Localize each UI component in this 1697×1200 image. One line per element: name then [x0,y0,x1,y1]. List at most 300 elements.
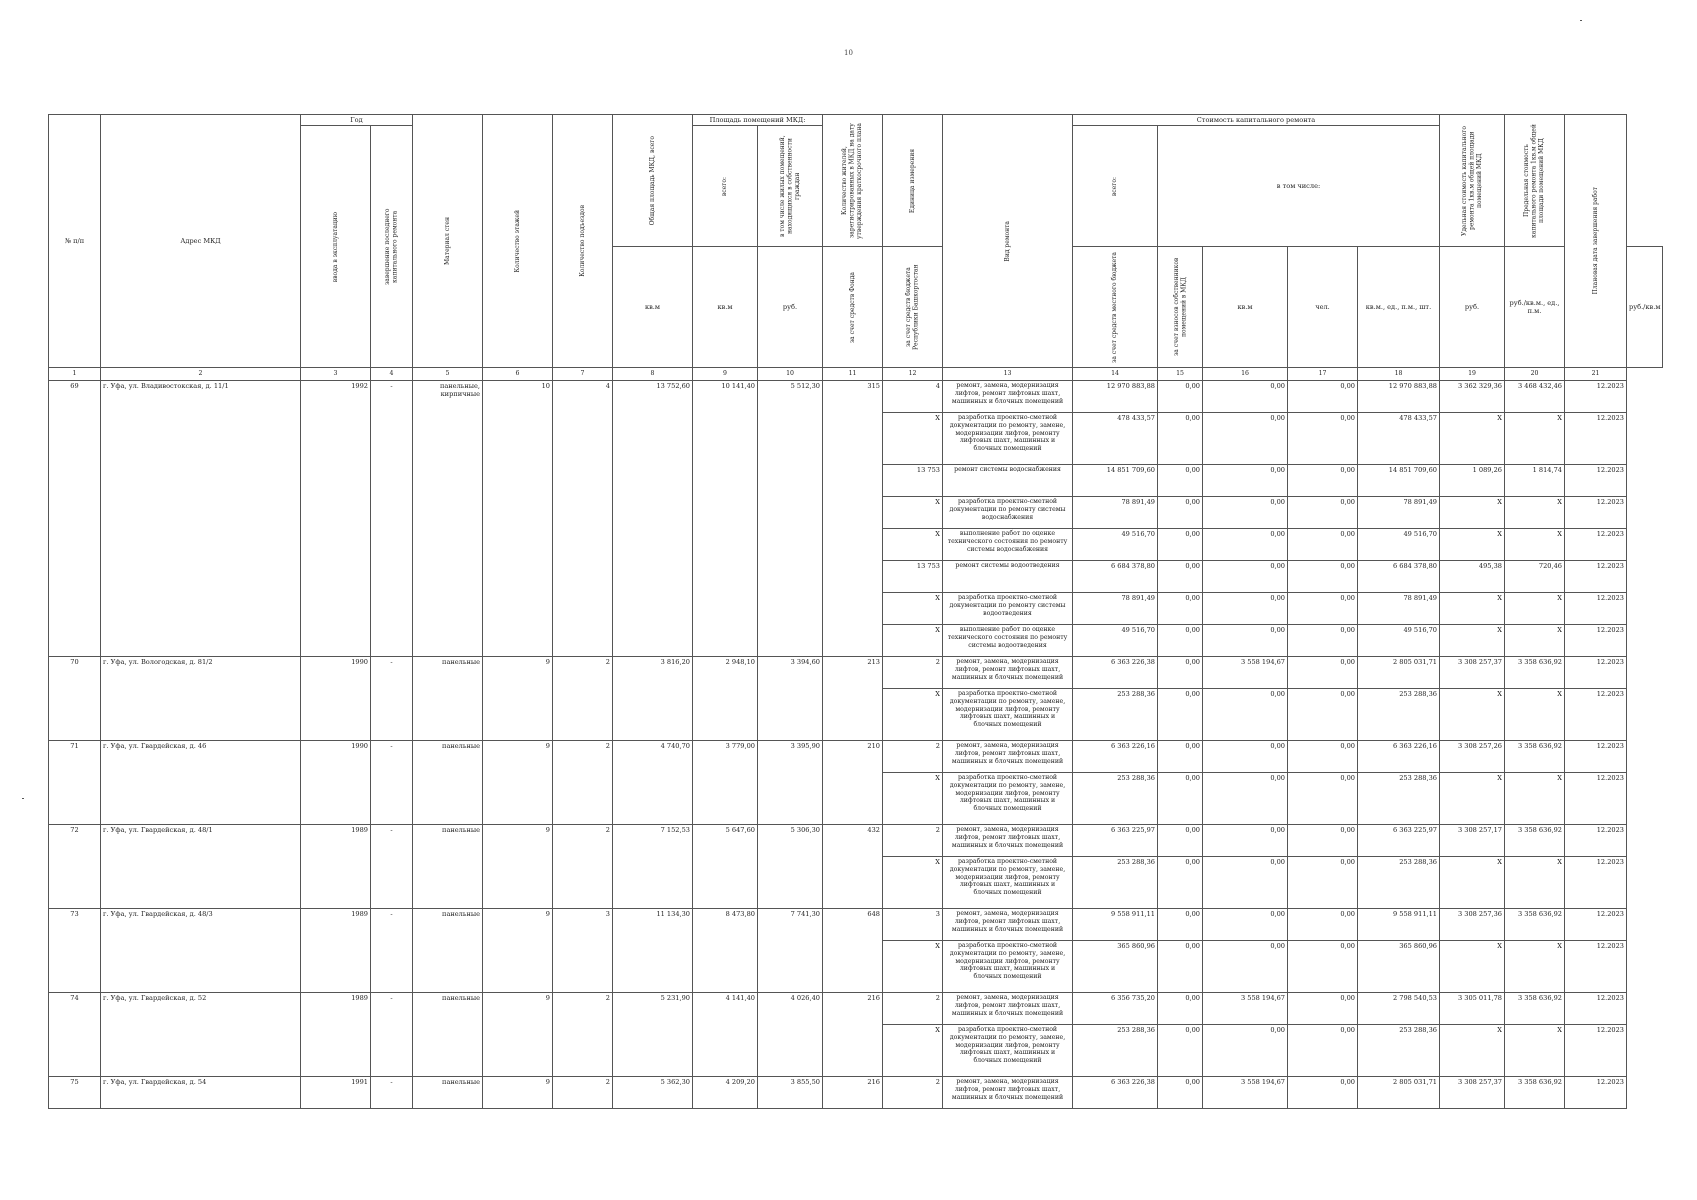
cost-local: 0,00 [1288,689,1358,741]
unit-cost: X [1440,529,1505,561]
cost-rb: 0,00 [1203,529,1288,561]
header-unit-cost: Удельная стоимость капитального ремонта 1кв.м общей площади помещений МКД [1440,115,1505,247]
cost-fund: 0,00 [1158,689,1203,741]
work-unit: 2 [883,657,943,689]
cost-rb: 0,00 [1203,497,1288,529]
cost-local: 0,00 [1288,993,1358,1025]
completion-date: 12.2023 [1565,561,1627,593]
area-owners: 5 306,30 [758,825,823,909]
work-unit: 3 [883,909,943,941]
wall-material: панельные, кирпичные [413,381,483,657]
completion-date: 12.2023 [1565,825,1627,857]
work-type: ремонт, замена, модернизация лифтов, ремонт лифтовых шахт, машинных и блочных помещений [943,657,1073,689]
house-number: 70 [49,657,101,741]
unit-cost: 1 089,26 [1440,465,1505,497]
column-number: 14 [1073,368,1158,381]
unit-cost: X [1440,941,1505,993]
work-type: разработка проектно-сметной документации по ремонту, замене, модернизации лифтов, ремонту лифтовых шахт, машинных и блочных помещений [943,1025,1073,1077]
work-unit: 13 753 [883,465,943,497]
cost-fund: 0,00 [1158,657,1203,689]
header-residents: Количество жителей, зарегистрированных в МКД на дату утверждения краткосрочного плана [823,115,883,247]
work-unit: X [883,413,943,465]
house-number: 69 [49,381,101,657]
year-last-repair: - [371,909,413,993]
cost-fund: 0,00 [1158,413,1203,465]
house-address: г. Уфа, ул. Гвардейская, д. 48/3 [101,909,301,993]
unit-cost: X [1440,625,1505,657]
work-unit: X [883,941,943,993]
max-cost: 3 358 636,92 [1505,1077,1565,1109]
column-number: 16 [1203,368,1288,381]
unit-cost: X [1440,497,1505,529]
cost-rb: 0,00 [1203,625,1288,657]
completion-date: 12.2023 [1565,857,1627,909]
entrance-count: 4 [553,381,613,657]
header-incl-group: в том числе: [1158,126,1440,247]
cost-fund: 0,00 [1158,1077,1203,1109]
cost-local: 0,00 [1288,593,1358,625]
header-unit-fund: руб. [1440,247,1505,368]
scan-mark [22,798,24,799]
house-address: г. Уфа, ул. Гвардейская, д. 52 [101,993,301,1077]
work-type: выполнение работ по оценке технического состояния по ремонту системы водоотведения [943,625,1073,657]
year-built: 1992 [301,381,371,657]
cost-total: 6 363 226,38 [1073,1077,1158,1109]
cost-rb: 3 558 194,67 [1203,657,1288,689]
resident-count: 648 [823,909,883,993]
cost-rb: 0,00 [1203,465,1288,497]
scan-mark [1580,20,1582,21]
cost-owners: 78 891,49 [1358,593,1440,625]
cost-rb: 0,00 [1203,561,1288,593]
cost-local: 0,00 [1288,657,1358,689]
cost-rb: 0,00 [1203,413,1288,465]
header-cost-group: Стоимость капитального ремонта [1073,115,1440,126]
year-built: 1989 [301,993,371,1077]
house-address: г. Уфа, ул. Гвардейская, д. 54 [101,1077,301,1109]
max-cost: X [1505,625,1565,657]
column-numbers-row [49,368,1663,381]
cost-fund: 0,00 [1158,1025,1203,1077]
completion-date: 12.2023 [1565,465,1627,497]
area-all: 8 473,80 [693,909,758,993]
entrance-count: 2 [553,741,613,825]
page-number: 10 [844,49,853,57]
unit-cost: X [1440,1025,1505,1077]
table-row [49,825,1663,857]
cost-rb: 0,00 [1203,941,1288,993]
entrance-count: 2 [553,1077,613,1109]
cost-owners: 78 891,49 [1358,497,1440,529]
cost-fund: 0,00 [1158,741,1203,773]
cost-owners: 9 558 911,11 [1358,909,1440,941]
unit-cost: 3 308 257,17 [1440,825,1505,857]
column-number: 10 [758,368,823,381]
cost-rb: 0,00 [1203,381,1288,413]
cost-local: 0,00 [1288,465,1358,497]
completion-date: 12.2023 [1565,741,1627,773]
column-number: 17 [1288,368,1358,381]
total-area: 11 134,30 [613,909,693,993]
year-built: 1991 [301,1077,371,1109]
cost-local: 0,00 [1288,625,1358,657]
area-owners: 3 394,60 [758,657,823,741]
header-unit-area-owners: кв.м [693,247,758,368]
header-area-all: всего: [693,126,758,247]
cost-fund: 0,00 [1158,993,1203,1025]
work-type: ремонт системы водоотведения [943,561,1073,593]
column-number: 13 [943,368,1073,381]
column-number: 21 [1565,368,1627,381]
unit-cost: 3 362 329,36 [1440,381,1505,413]
cost-total: 365 860,96 [1073,941,1158,993]
wall-material: панельные [413,993,483,1077]
cost-owners: 12 970 883,88 [1358,381,1440,413]
cost-owners: 49 516,70 [1358,529,1440,561]
table-row [49,993,1663,1025]
cost-local: 0,00 [1288,857,1358,909]
cost-total: 49 516,70 [1073,625,1158,657]
cost-local: 0,00 [1288,909,1358,941]
max-cost: X [1505,529,1565,561]
cost-fund: 0,00 [1158,593,1203,625]
cost-local: 0,00 [1288,381,1358,413]
floor-count: 9 [483,1077,553,1109]
wall-material: панельные [413,657,483,741]
cost-owners: 14 851 709,60 [1358,465,1440,497]
completion-date: 12.2023 [1565,413,1627,465]
table-row [49,741,1663,773]
resident-count: 315 [823,381,883,657]
column-number: 12 [883,368,943,381]
header-entrances: Количество подъездов [553,115,613,368]
unit-cost: 3 308 257,36 [1440,909,1505,941]
table-row [49,909,1663,941]
cost-local: 0,00 [1288,825,1358,857]
unit-cost: 495,38 [1440,561,1505,593]
max-cost: X [1505,773,1565,825]
max-cost: 3 358 636,92 [1505,909,1565,941]
cost-local: 0,00 [1288,1025,1358,1077]
cost-total: 9 558 911,11 [1073,909,1158,941]
cost-rb: 0,00 [1203,909,1288,941]
cost-total: 49 516,70 [1073,529,1158,561]
area-owners: 3 395,90 [758,741,823,825]
unit-cost: X [1440,773,1505,825]
cost-local: 0,00 [1288,497,1358,529]
max-cost: X [1505,1025,1565,1077]
work-type: разработка проектно-сметной документации по ремонту, замене, модернизации лифтов, ремонту лифтовых шахт, машинных и блочных помещений [943,857,1073,909]
cost-rb: 0,00 [1203,773,1288,825]
area-all: 10 141,40 [693,381,758,657]
cost-total: 14 851 709,60 [1073,465,1158,497]
work-type: разработка проектно-сметной документации по ремонту системы водоотведения [943,593,1073,625]
repair-plan-table [48,114,1663,1109]
max-cost: 3 358 636,92 [1505,993,1565,1025]
cost-total: 6 363 226,38 [1073,657,1158,689]
work-type: разработка проектно-сметной документации по ремонту, замене, модернизации лифтов, ремонту лифтовых шахт, машинных и блочных помещений [943,413,1073,465]
max-cost: X [1505,941,1565,993]
work-unit: 13 753 [883,561,943,593]
floor-count: 9 [483,993,553,1077]
cost-total: 78 891,49 [1073,497,1158,529]
year-last-repair: - [371,741,413,825]
year-last-repair: - [371,825,413,909]
area-all: 2 948,10 [693,657,758,741]
work-type: ремонт, замена, модернизация лифтов, ремонт лифтовых шахт, машинных и блочных помещений [943,909,1073,941]
house-number: 75 [49,1077,101,1109]
cost-owners: 6 684 378,80 [1358,561,1440,593]
header-cost-rb: за счет средств бюджета Республики Башкортостан [883,247,943,368]
year-built: 1989 [301,825,371,909]
unit-cost: 3 305 011,78 [1440,993,1505,1025]
year-built: 1989 [301,909,371,993]
cost-fund: 0,00 [1158,465,1203,497]
max-cost: X [1505,413,1565,465]
completion-date: 12.2023 [1565,625,1627,657]
cost-local: 0,00 [1288,741,1358,773]
header-unit-measure: кв.м., ед., п.м., шт. [1358,247,1440,368]
unit-cost: X [1440,689,1505,741]
cost-rb: 0,00 [1203,857,1288,909]
cost-owners: 365 860,96 [1358,941,1440,993]
work-unit: X [883,529,943,561]
work-unit: X [883,1025,943,1077]
work-unit: 2 [883,1077,943,1109]
max-cost: X [1505,689,1565,741]
house-number: 72 [49,825,101,909]
resident-count: 213 [823,657,883,741]
year-built: 1990 [301,741,371,825]
cost-total: 253 288,36 [1073,689,1158,741]
cost-owners: 2 798 540,53 [1358,993,1440,1025]
total-area: 7 152,53 [613,825,693,909]
cost-fund: 0,00 [1158,561,1203,593]
cost-fund: 0,00 [1158,529,1203,561]
work-unit: 2 [883,741,943,773]
unit-cost: X [1440,413,1505,465]
cost-total: 6 363 225,97 [1073,825,1158,857]
house-address: г. Уфа, ул. Вологодская, д. 81/2 [101,657,301,741]
completion-date: 12.2023 [1565,941,1627,993]
column-number: 2 [101,368,301,381]
area-all: 3 779,00 [693,741,758,825]
floor-count: 9 [483,741,553,825]
work-unit: 2 [883,993,943,1025]
header-max-cost: Предельная стоимость капитального ремонта 1кв.м общей площади помещений МКД [1505,115,1565,247]
max-cost: 3 358 636,92 [1505,741,1565,773]
header-no: № п/п [49,115,101,368]
cost-owners: 6 363 225,97 [1358,825,1440,857]
total-area: 5 231,90 [613,993,693,1077]
cost-total: 478 433,57 [1073,413,1158,465]
entrance-count: 2 [553,825,613,909]
area-owners: 4 026,40 [758,993,823,1077]
cost-fund: 0,00 [1158,381,1203,413]
cost-fund: 0,00 [1158,825,1203,857]
floor-count: 9 [483,909,553,993]
house-address: г. Уфа, ул. Гвардейская, д. 48/1 [101,825,301,909]
header-work: Вид ремонта [943,115,1073,368]
cost-total: 253 288,36 [1073,1025,1158,1077]
cost-owners: 2 805 031,71 [1358,657,1440,689]
cost-fund: 0,00 [1158,857,1203,909]
completion-date: 12.2023 [1565,529,1627,561]
header-address: Адрес МКД [101,115,301,368]
cost-owners: 253 288,36 [1358,1025,1440,1077]
area-owners: 7 741,30 [758,909,823,993]
header-unit-unitcost: руб./кв.м., ед., п.м. [1505,247,1565,368]
unit-cost: 3 308 257,37 [1440,657,1505,689]
resident-count: 210 [823,741,883,825]
area-all: 5 647,60 [693,825,758,909]
header-cost-total-unit: руб. [758,247,823,368]
cost-total: 6 684 378,80 [1073,561,1158,593]
completion-date: 12.2023 [1565,909,1627,941]
work-type: ремонт, замена, модернизация лифтов, ремонт лифтовых шахт, машинных и блочных помещений [943,381,1073,413]
cost-fund: 0,00 [1158,909,1203,941]
column-number: 20 [1505,368,1565,381]
header-area-owners: в том числе жилых помещений, находящихся в собственности граждан [758,126,823,247]
completion-date: 12.2023 [1565,993,1627,1025]
total-area: 4 740,70 [613,741,693,825]
column-number: 5 [413,368,483,381]
work-type: разработка проектно-сметной документации по ремонту, замене, модернизации лифтов, ремонту лифтовых шахт, машинных и блочных помещений [943,941,1073,993]
header-unit-residents: чел. [1288,247,1358,368]
work-unit: 4 [883,381,943,413]
year-built: 1990 [301,657,371,741]
cost-local: 0,00 [1288,1077,1358,1109]
work-type: ремонт, замена, модернизация лифтов, ремонт лифтовых шахт, машинных и блочных помещений [943,993,1073,1025]
column-number: 6 [483,368,553,381]
total-area: 5 362,30 [613,1077,693,1109]
completion-date: 12.2023 [1565,497,1627,529]
completion-date: 12.2023 [1565,593,1627,625]
max-cost: 3 358 636,92 [1505,825,1565,857]
wall-material: панельные [413,741,483,825]
total-area: 13 752,60 [613,381,693,657]
header-unit-total-area: кв.м [1203,247,1288,368]
header-year-built: ввода в эксплуатацию [301,126,371,368]
year-last-repair: - [371,381,413,657]
header-floors: Количество этажей [483,115,553,368]
wall-material: панельные [413,825,483,909]
cost-total: 12 970 883,88 [1073,381,1158,413]
cost-total: 6 363 226,16 [1073,741,1158,773]
cost-local: 0,00 [1288,561,1358,593]
header-date: Плановая дата завершения работ [1565,115,1627,368]
max-cost: X [1505,857,1565,909]
cost-owners: 253 288,36 [1358,773,1440,825]
entrance-count: 3 [553,909,613,993]
work-unit: X [883,773,943,825]
year-last-repair: - [371,993,413,1077]
cost-total: 78 891,49 [1073,593,1158,625]
cost-total: 6 356 735,20 [1073,993,1158,1025]
area-owners: 5 512,30 [758,381,823,657]
cost-owners: 478 433,57 [1358,413,1440,465]
resident-count: 432 [823,825,883,909]
work-unit: X [883,625,943,657]
header-cost-total: всего: [1073,126,1158,247]
work-unit: X [883,857,943,909]
max-cost: X [1505,497,1565,529]
work-unit: X [883,497,943,529]
floor-count: 9 [483,657,553,741]
work-type: ремонт, замена, модернизация лифтов, ремонт лифтовых шахт, машинных и блочных помещений [943,741,1073,773]
house-number: 71 [49,741,101,825]
max-cost: 3 358 636,92 [1505,657,1565,689]
area-all: 4 141,40 [693,993,758,1077]
cost-rb: 3 558 194,67 [1203,993,1288,1025]
cost-rb: 0,00 [1203,825,1288,857]
header-cost-owners: за счет взносов собственников помещений в МКД [1158,247,1203,368]
resident-count: 216 [823,993,883,1077]
max-cost: 1 814,74 [1505,465,1565,497]
entrance-count: 2 [553,657,613,741]
table-row [49,381,1663,413]
max-cost: 720,46 [1505,561,1565,593]
cost-rb: 3 558 194,67 [1203,1077,1288,1109]
work-type: ремонт, замена, модернизация лифтов, ремонт лифтовых шахт, машинных и блочных помещений [943,825,1073,857]
completion-date: 12.2023 [1565,657,1627,689]
column-number: 3 [301,368,371,381]
year-last-repair: - [371,1077,413,1109]
header-total-area: Общая площадь МКД, всего [613,115,693,247]
completion-date: 12.2023 [1565,689,1627,741]
cost-rb: 0,00 [1203,741,1288,773]
work-unit: X [883,593,943,625]
house-number: 74 [49,993,101,1077]
cost-fund: 0,00 [1158,497,1203,529]
cost-rb: 0,00 [1203,593,1288,625]
cost-total: 253 288,36 [1073,857,1158,909]
wall-material: панельные [413,909,483,993]
cost-fund: 0,00 [1158,773,1203,825]
column-number: 9 [693,368,758,381]
column-number: 7 [553,368,613,381]
completion-date: 12.2023 [1565,381,1627,413]
cost-owners: 253 288,36 [1358,857,1440,909]
column-number: 15 [1158,368,1203,381]
header-year-group: Год [301,115,413,126]
work-type: разработка проектно-сметной документации по ремонту системы водоснабжения [943,497,1073,529]
table-row [49,657,1663,689]
header-unit-area-all: кв.м [613,247,693,368]
area-all: 4 209,20 [693,1077,758,1109]
work-type: разработка проектно-сметной документации по ремонту, замене, модернизации лифтов, ремонту лифтовых шахт, машинных и блочных помещений [943,689,1073,741]
work-type: выполнение работ по оценке технического состояния по ремонту системы водоснабжения [943,529,1073,561]
cost-fund: 0,00 [1158,941,1203,993]
max-cost: X [1505,593,1565,625]
house-number: 73 [49,909,101,993]
work-type: разработка проектно-сметной документации по ремонту, замене, модернизации лифтов, ремонту лифтовых шахт, машинных и блочных помещений [943,773,1073,825]
header-cost-local: за счет средств местного бюджета [1073,247,1158,368]
area-owners: 3 855,50 [758,1077,823,1109]
column-number: 1 [49,368,101,381]
cost-rb: 0,00 [1203,689,1288,741]
header-cost-fund: за счет средств Фонда [823,247,883,368]
work-type: ремонт системы водоснабжения [943,465,1073,497]
cost-owners: 6 363 226,16 [1358,741,1440,773]
column-number: 19 [1440,368,1505,381]
unit-cost: 3 308 257,37 [1440,1077,1505,1109]
entrance-count: 2 [553,993,613,1077]
cost-fund: 0,00 [1158,625,1203,657]
table-row [49,1077,1663,1109]
cost-local: 0,00 [1288,413,1358,465]
header-unit-maxcost: руб./кв.м [1627,247,1663,368]
